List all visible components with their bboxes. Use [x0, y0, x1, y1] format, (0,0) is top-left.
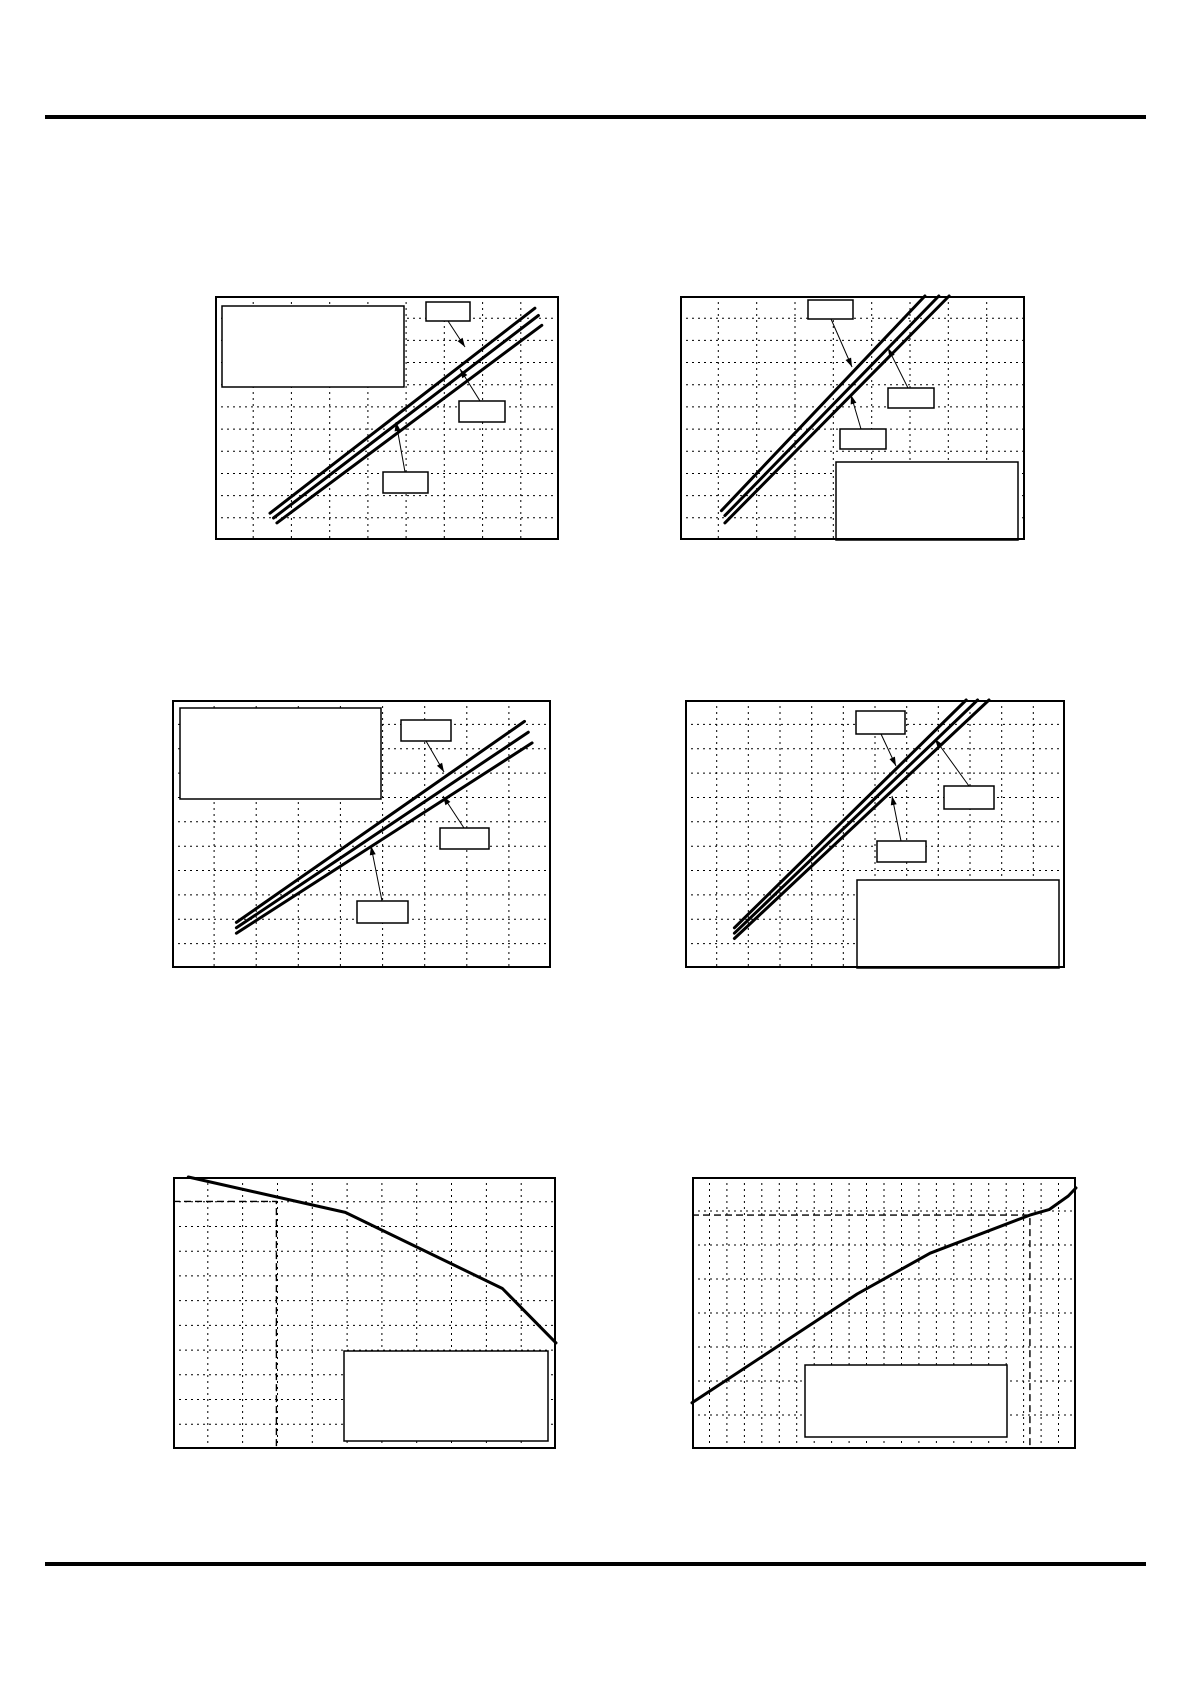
series-label-2	[459, 401, 505, 422]
header-rule	[45, 115, 1146, 119]
series-label-2	[944, 786, 994, 809]
chart-1	[215, 296, 559, 540]
reference-line	[173, 1201, 276, 1449]
chart-4	[685, 700, 1065, 968]
chart-2	[680, 296, 1025, 540]
series-label-1	[808, 300, 853, 319]
series-label-3	[877, 841, 926, 862]
leader-arrowhead	[458, 338, 465, 347]
series-label-2	[888, 388, 934, 408]
series-label-3	[383, 472, 428, 493]
chart-6	[692, 1177, 1076, 1449]
series-label-1	[401, 720, 451, 741]
leader-arrowhead	[851, 395, 857, 405]
conditions-box	[344, 1351, 548, 1441]
series-label-1	[856, 711, 905, 734]
leader-arrowhead	[846, 358, 852, 367]
conditions-box	[222, 306, 404, 387]
series-label-1	[426, 302, 470, 321]
chart-5	[173, 1177, 556, 1449]
series-label-3	[357, 901, 408, 923]
series-label-2	[440, 828, 489, 849]
leader-arrowhead	[437, 763, 444, 772]
conditions-box	[805, 1365, 1007, 1437]
footer-rule	[45, 1562, 1146, 1566]
leader-arrowhead	[890, 757, 897, 766]
conditions-box	[857, 880, 1059, 968]
conditions-box	[836, 462, 1018, 540]
chart-3	[172, 700, 551, 968]
series-label-3	[840, 429, 886, 449]
conditions-box	[180, 708, 381, 799]
